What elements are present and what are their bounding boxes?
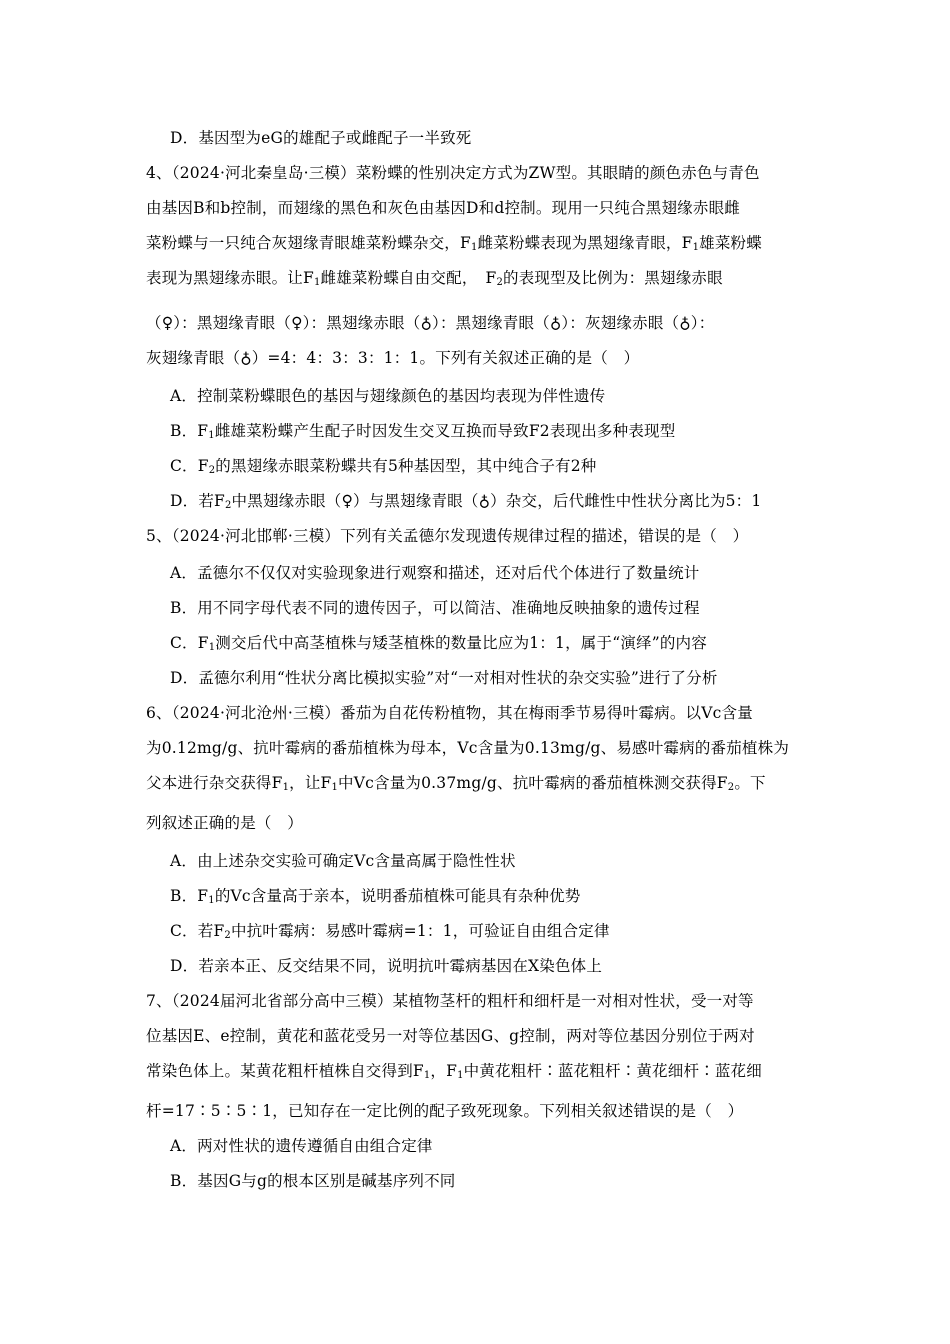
text-run: 常染色体上。某黄花粗杆植株自交得到F: [146, 1062, 424, 1080]
answer-option-line: [170, 491, 820, 511]
text-run: 的表现型及比例为：黑翅缘赤眼: [503, 269, 723, 287]
text-run: C．若F: [170, 922, 225, 940]
text-run: 雌雄菜粉蝶自由交配， F: [320, 269, 497, 287]
text-run: D．若F: [170, 492, 225, 510]
subscript: 2: [496, 277, 503, 288]
question-text-line: 杆=17∶5∶5∶1，已知存在一定比例的配子致死现象。下列相关叙述错误的是（ ）: [146, 1102, 744, 1120]
answer-option-line: [170, 886, 820, 906]
text-run: C．F: [170, 634, 209, 652]
question-text-line: [146, 773, 816, 793]
answer-option-line: A．控制菜粉蝶眼色的基因与翅缘颜色的基因均表现为伴性遗传: [170, 387, 606, 405]
text-run: 的黑翅缘赤眼菜粉蝶共有5种基因型，其中纯合子有2种: [215, 457, 597, 475]
answer-option-line: A．孟德尔不仅仅对实验现象进行观察和描述，还对后代个体进行了数量统计: [170, 564, 700, 582]
subscript: 1: [423, 1070, 431, 1081]
answer-option-line: D．若亲本正、反交结果不同，说明抗叶霉病基因在X染色体上: [170, 957, 603, 975]
subscript: 2: [727, 782, 735, 793]
text-run: 雌菜粉蝶表现为黑翅缘青眼，F: [477, 234, 693, 252]
answer-option-line: D．基因型为eG的雄配子或雌配子一半致死: [170, 129, 472, 147]
text-run: 父本进行杂交获得F: [146, 774, 283, 792]
text-run: 。下: [734, 774, 766, 792]
subscript: 2: [224, 500, 232, 511]
question-text-line: 4、（2024·河北秦皇岛·三模）菜粉蝶的性别决定方式为ZW型。其眼睛的颜色赤色与青色: [146, 164, 760, 182]
answer-option-line: D．孟德尔利用“性状分离比模拟实验”对“一对相对性状的杂交实验”进行了分析: [170, 669, 718, 687]
question-text-line: 列叙述正确的是（ ）: [146, 814, 304, 832]
question-text-line: [146, 233, 816, 253]
answer-option-line: [170, 921, 820, 941]
text-run: 雌雄菜粉蝶产生配子时因发生交叉互换而导致F2表现出多种表现型: [214, 422, 676, 440]
text-run: 表现为黑翅缘赤眼。让F: [146, 269, 314, 287]
subscript: 1: [282, 782, 290, 793]
text-run: B．F: [170, 422, 209, 440]
question-text-line: 位基因E、e控制，黄花和蓝花受另一对等位基因G、g控制，两对等位基因分别位于两对: [146, 1027, 755, 1045]
text-run: 中黑翅缘赤眼（♀）与黑翅缘青眼（♁）杂交，后代雌性中性状分离比为5：1: [231, 492, 762, 510]
answer-option-line: A．由上述杂交实验可确定Vc含量高属于隐性性状: [170, 852, 516, 870]
question-text-line: （♀）：黑翅缘青眼（♀）：黑翅缘赤眼（♁）：黑翅缘青眼（♁）：灰翅缘赤眼（♁）：: [146, 314, 715, 332]
answer-option-line: [170, 633, 820, 653]
answer-option-line: B．用不同字母代表不同的遗传因子，可以简洁、准确地反映抽象的遗传过程: [170, 599, 700, 617]
text-run: 中黄花粗杆∶蓝花粗杆∶黄花细杆∶蓝花细: [463, 1062, 762, 1080]
question-text-line: [146, 1061, 816, 1081]
question-text-line: 由基因B和b控制，而翅缘的黑色和灰色由基因D和d控制。现用一只纯合黑翅缘赤眼雌: [146, 199, 740, 217]
text-run: 测交后代中高茎植株与矮茎植株的数量比应为1：1，属于“演绎”的内容: [215, 634, 707, 652]
question-text-line: 为0.12mg/g、抗叶霉病的番茄植株为母本，Vc含量为0.13mg/g、易感叶霉病的番茄植株为: [146, 739, 790, 757]
subscript: 1: [692, 242, 700, 253]
subscript: 1: [457, 1070, 464, 1081]
question-text-line: 7、（2024届河北省部分高中三模）某植物茎杆的粗杆和细杆是一对相对性状，受一对等: [146, 992, 754, 1010]
text-run: 中抗叶霉病：易感叶霉病=1：1，可验证自由组合定律: [230, 922, 610, 940]
question-text-line: 6、（2024·河北沧州·三模）番茄为自花传粉植物，其在梅雨季节易得叶霉病。以Vc含量: [146, 704, 753, 722]
text-run: C．F: [170, 457, 209, 475]
subscript: 1: [470, 242, 478, 253]
subscript: 1: [331, 782, 339, 793]
subscript: 2: [224, 930, 231, 941]
text-run: 的Vc含量高于亲本，说明番茄植株可能具有杂种优势: [214, 887, 581, 905]
subscript: 1: [208, 895, 215, 906]
text-run: ，让F: [289, 774, 332, 792]
text-run: 中Vc含量为0.37mg/g、抗叶霉病的番茄植株测交获得F: [338, 774, 728, 792]
question-text-line: 5、（2024·河北邯郸·三模）下列有关孟德尔发现遗传规律过程的描述，错误的是（ ）: [146, 527, 749, 545]
answer-option-line: A．两对性状的遗传遵循自由组合定律: [170, 1137, 433, 1155]
text-run: ，F: [430, 1062, 458, 1080]
answer-option-line: [170, 421, 820, 441]
question-text-line: [146, 268, 816, 288]
subscript: 1: [208, 430, 215, 441]
subscript: 1: [208, 642, 216, 653]
text-run: 雄菜粉蝶: [699, 234, 762, 252]
question-text-line: 灰翅缘青眼（♁）=4：4：3：3：1：1。下列有关叙述正确的是（ ）: [146, 349, 640, 367]
subscript: 2: [208, 465, 216, 476]
answer-option-line: [170, 456, 820, 476]
answer-option-line: B．基因G与g的根本区别是碱基序列不同: [170, 1172, 456, 1190]
text-run: B．F: [170, 887, 209, 905]
text-run: 菜粉蝶与一只纯合灰翅缘青眼雄菜粉蝶杂交，F: [146, 234, 471, 252]
subscript: 1: [313, 277, 321, 288]
